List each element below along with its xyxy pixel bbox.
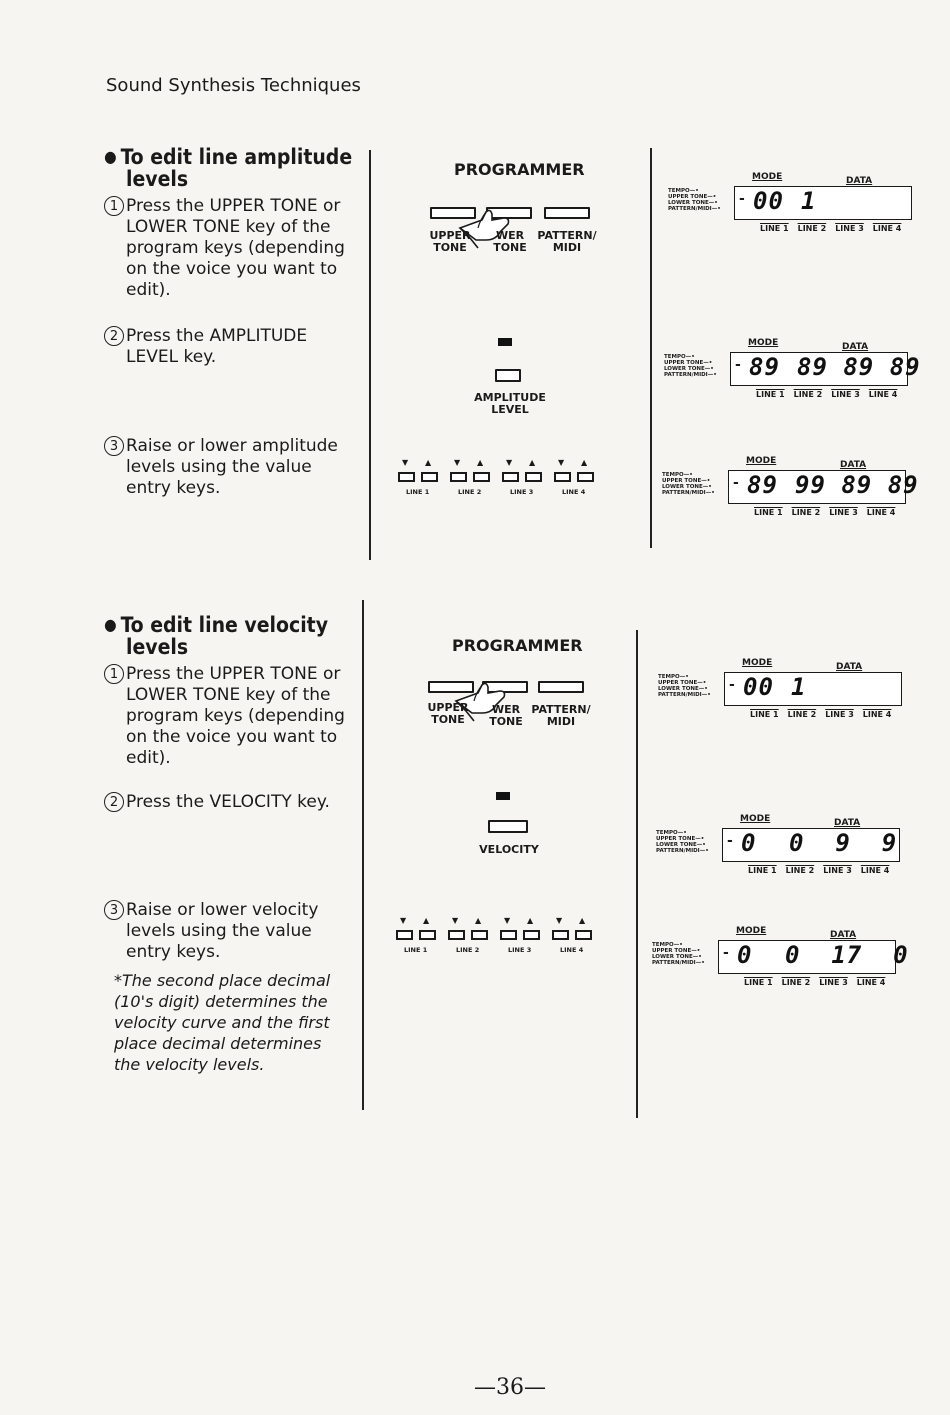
line-label: LINE 3: [508, 946, 532, 954]
lcd-screen: [724, 672, 902, 706]
down-arrow-icon: ▼: [556, 916, 563, 925]
data-label: DATA: [840, 460, 867, 470]
line-label: LINE 1: [404, 946, 428, 954]
line-label: LINE 4: [856, 978, 886, 987]
amplitude-level-key[interactable]: [495, 369, 521, 382]
line-label: LINE 4: [560, 946, 584, 954]
line-label: LINE 3: [829, 508, 858, 517]
line-label: LINE 3: [825, 710, 854, 719]
display-panel-2: [664, 338, 921, 410]
mode-label: MODE: [740, 814, 771, 824]
value-entry-key[interactable]: [448, 930, 465, 940]
programmer-title: PROGRAMMER: [452, 636, 583, 655]
amplitude-title-line1: To edit line amplitude: [120, 145, 353, 169]
side-label: PATTERN/MIDI —•: [668, 206, 721, 212]
down-arrow-icon: ▼: [454, 458, 461, 467]
up-arrow-icon: ▲: [529, 458, 536, 467]
note-text: place decimal determines: [114, 1034, 322, 1053]
line-label: LINE 1: [406, 488, 430, 496]
velocity-title: [104, 614, 354, 658]
velocity-step-1: [104, 664, 354, 769]
upper-tone-label: UPPER TONE: [427, 701, 469, 726]
side-label: LOWER TONE —•: [658, 686, 711, 692]
step-text: Press the UPPER TONE or: [126, 664, 341, 684]
value-entry-key[interactable]: [554, 472, 571, 482]
step-number: 3: [104, 900, 124, 920]
side-label: LOWER TONE —•: [664, 366, 717, 372]
line-label: LINE 2: [781, 978, 811, 987]
display-panel-6: [652, 926, 909, 998]
step-text: Press the UPPER TONE or: [126, 196, 341, 216]
lcd-screen: [718, 940, 909, 974]
lcd-dash: -: [733, 475, 739, 491]
pattern-midi-label: PATTERN/ MIDI: [537, 229, 597, 254]
down-arrow-icon: ▼: [402, 458, 409, 467]
side-label: UPPER TONE —•: [656, 836, 709, 842]
display-side-labels: [662, 472, 715, 496]
column-divider-right-bottom: [636, 630, 638, 1118]
value-entry-key[interactable]: [577, 472, 594, 482]
display-panel-1: [668, 172, 902, 244]
side-label: TEMPO —•: [656, 830, 709, 836]
lcd-data-digits: 99 89 89: [795, 471, 919, 499]
column-divider-left-bottom: [362, 600, 364, 1110]
up-arrow-icon: ▲: [477, 458, 484, 467]
velocity-section: [104, 613, 354, 1074]
down-arrow-icon: ▼: [504, 916, 511, 925]
line-label: LINE 2: [793, 390, 823, 399]
data-label: DATA: [834, 818, 861, 828]
note-text: the velocity levels.: [114, 1055, 265, 1074]
step-text: entry keys.: [126, 942, 221, 962]
line-label: LINE 1: [756, 390, 785, 399]
value-entry-keys: [396, 916, 616, 966]
lcd-mode-digits: 89: [747, 471, 778, 499]
line-label: LINE 4: [860, 866, 890, 875]
step-number: 2: [104, 792, 124, 812]
amplitude-level-label: AMPLITUDE LEVEL: [474, 391, 546, 416]
value-entry-key[interactable]: [500, 930, 517, 940]
value-entry-key[interactable]: [398, 472, 415, 482]
line-label: LINE 3: [835, 224, 864, 233]
step-text: LOWER TONE key of the: [126, 217, 331, 237]
line-label: LINE 3: [831, 390, 860, 399]
step-text: levels using the value: [126, 457, 312, 477]
data-label: DATA: [830, 930, 857, 940]
display-line-labels: [760, 224, 910, 233]
value-entry-key[interactable]: [575, 930, 592, 940]
value-entry-key[interactable]: [473, 472, 490, 482]
lcd-dash: -: [729, 677, 735, 693]
line-label: LINE 3: [819, 978, 848, 987]
bullet-icon: ●: [104, 147, 117, 166]
mode-label: MODE: [742, 658, 773, 668]
lcd-mode-digits: 0: [737, 941, 753, 969]
value-entry-key[interactable]: [419, 930, 436, 940]
down-arrow-icon: ▼: [558, 458, 565, 467]
display-side-labels: [668, 188, 721, 212]
line-label: LINE 3: [510, 488, 534, 496]
upper-tone-label: UPPER TONE: [429, 229, 471, 254]
step-text: levels using the value: [126, 921, 312, 941]
value-entry-key[interactable]: [523, 930, 540, 940]
line-label: LINE 3: [823, 866, 852, 875]
lcd-screen: [734, 186, 912, 220]
lcd-screen: [728, 470, 919, 504]
lcd-screen: [730, 352, 921, 386]
step-number: 3: [104, 436, 124, 456]
value-entry-key[interactable]: [525, 472, 542, 482]
display-side-labels: [652, 942, 705, 966]
step-number: 1: [104, 664, 124, 684]
amplitude-title: [104, 146, 354, 190]
value-entry-key[interactable]: [552, 930, 569, 940]
side-label: LOWER TONE —•: [652, 954, 705, 960]
side-label: LOWER TONE —•: [656, 842, 709, 848]
mode-label: MODE: [748, 338, 779, 348]
display-side-labels: [664, 354, 717, 378]
mode-label: MODE: [736, 926, 767, 936]
line-label: LINE 1: [750, 710, 779, 719]
up-arrow-icon: ▲: [527, 916, 534, 925]
line-label: LINE 1: [744, 978, 773, 987]
display-line-labels: [744, 978, 894, 987]
value-entry-keys: [398, 458, 618, 508]
mode-label: MODE: [752, 172, 783, 182]
lcd-data-digits: 1: [791, 673, 807, 701]
side-label: PATTERN/MIDI —•: [662, 490, 715, 496]
side-label: UPPER TONE —•: [658, 680, 711, 686]
programmer-diagram-velocity: [390, 626, 630, 976]
down-arrow-icon: ▼: [506, 458, 513, 467]
step-text: entry keys.: [126, 478, 221, 498]
side-label: LOWER TONE —•: [662, 484, 715, 490]
lcd-data-digits: 1: [801, 187, 817, 215]
side-label: LOWER TONE —•: [668, 200, 721, 206]
up-arrow-icon: ▲: [581, 458, 588, 467]
step-text: on the voice you want to: [126, 727, 338, 747]
step-text: on the voice you want to: [126, 259, 338, 279]
up-arrow-icon: ▲: [423, 916, 430, 925]
lcd-data-digits: 0 17 0: [785, 941, 909, 969]
side-label: UPPER TONE —•: [664, 360, 717, 366]
amplitude-title-line2: levels: [126, 167, 189, 191]
line-label: LINE 1: [748, 866, 777, 875]
line-label: LINE 2: [458, 488, 482, 496]
side-label: PATTERN/MIDI —•: [656, 848, 709, 854]
line-label: LINE 1: [760, 224, 789, 233]
data-label: DATA: [842, 342, 869, 352]
velocity-note: [114, 970, 354, 1075]
display-line-labels: [756, 390, 906, 399]
line-label: LINE 2: [787, 710, 817, 719]
side-label: TEMPO —•: [664, 354, 717, 360]
velocity-label: VELOCITY: [479, 843, 539, 856]
mode-label: MODE: [746, 456, 777, 466]
step-number: 1: [104, 196, 124, 216]
line-label: LINE 4: [562, 488, 586, 496]
up-arrow-icon: ▲: [579, 916, 586, 925]
programmer-title: PROGRAMMER: [454, 160, 585, 179]
pattern-midi-key[interactable]: [538, 681, 584, 693]
lower-tone-label: WER TONE: [489, 703, 523, 728]
lcd-mode-digits: 00: [753, 187, 784, 215]
line-label: LINE 1: [754, 508, 783, 517]
velocity-step-2: [104, 792, 354, 813]
lcd-dash: -: [723, 945, 729, 961]
note-text: (10's digit) determines the: [114, 992, 328, 1011]
column-divider-left-top: [369, 150, 371, 560]
line-label: LINE 2: [797, 224, 827, 233]
lcd-mode-digits: 0: [741, 829, 757, 857]
amplitude-section: [104, 145, 354, 498]
step-text: Press the AMPLITUDE: [126, 326, 308, 346]
line-label: LINE 4: [866, 508, 896, 517]
step-text: Press the VELOCITY key.: [126, 792, 330, 812]
side-label: PATTERN/MIDI —•: [652, 960, 705, 966]
line-label: LINE 2: [791, 508, 821, 517]
side-label: PATTERN/MIDI —•: [664, 372, 717, 378]
value-entry-key[interactable]: [502, 472, 519, 482]
bullet-icon: ●: [104, 615, 117, 634]
display-line-labels: [748, 866, 898, 875]
velocity-step-3: [104, 900, 354, 963]
display-panel-5: [656, 814, 898, 886]
lcd-data-digits: 0 9 9: [789, 829, 898, 857]
lcd-mode-digits: 00: [743, 673, 774, 701]
velocity-title-line2: levels: [126, 635, 189, 659]
note-text: *The second place decimal: [114, 971, 331, 990]
up-arrow-icon: ▲: [425, 458, 432, 467]
side-label: UPPER TONE —•: [662, 478, 715, 484]
line-label: LINE 4: [862, 710, 892, 719]
lower-tone-label: WER TONE: [493, 229, 527, 254]
lcd-dash: -: [727, 833, 733, 849]
lcd-data-digits: 89 89 89: [797, 353, 921, 381]
lcd-screen: [722, 828, 900, 862]
side-label: TEMPO —•: [658, 674, 711, 680]
step-text: LOWER TONE key of the: [126, 685, 331, 705]
side-label: PATTERN/MIDI —•: [658, 692, 711, 698]
line-label: LINE 4: [872, 224, 902, 233]
pattern-midi-label: PATTERN/ MIDI: [531, 703, 591, 728]
side-label: UPPER TONE —•: [668, 194, 721, 200]
side-label: TEMPO —•: [652, 942, 705, 948]
velocity-key[interactable]: [488, 820, 528, 833]
data-label: DATA: [846, 176, 873, 186]
lcd-mode-digits: 89: [749, 353, 780, 381]
side-label: UPPER TONE —•: [652, 948, 705, 954]
lcd-dash: -: [735, 357, 741, 373]
pattern-midi-key[interactable]: [544, 207, 590, 219]
step-text: program keys (depending: [126, 238, 345, 258]
down-arrow-icon: ▼: [400, 916, 407, 925]
step-number: 2: [104, 326, 124, 346]
line-label: LINE 2: [456, 946, 480, 954]
display-side-labels: [656, 830, 709, 854]
value-entry-key[interactable]: [450, 472, 467, 482]
side-label: TEMPO —•: [668, 188, 721, 194]
led-indicator: [496, 792, 510, 800]
step-text: Raise or lower amplitude: [126, 436, 338, 456]
display-panel-4: [658, 658, 892, 730]
step-text: LEVEL key.: [126, 347, 217, 367]
note-text: velocity curve and the first: [114, 1013, 330, 1032]
up-arrow-icon: ▲: [475, 916, 482, 925]
side-label: TEMPO —•: [662, 472, 715, 478]
value-entry-key[interactable]: [421, 472, 438, 482]
display-panel-3: [662, 456, 919, 528]
step-text: edit).: [126, 280, 171, 300]
step-text: program keys (depending: [126, 706, 345, 726]
data-label: DATA: [836, 662, 863, 672]
velocity-title-line1: To edit line velocity: [120, 613, 329, 637]
display-line-labels: [750, 710, 900, 719]
line-label: LINE 2: [785, 866, 815, 875]
amplitude-step-2: [104, 326, 354, 368]
step-text: edit).: [126, 748, 171, 768]
value-entry-key[interactable]: [471, 930, 488, 940]
lcd-dash: -: [739, 191, 745, 207]
down-arrow-icon: ▼: [452, 916, 459, 925]
display-side-labels: [658, 674, 711, 698]
led-indicator: [498, 338, 512, 346]
page-header: Sound Synthesis Techniques: [106, 75, 361, 96]
step-text: Raise or lower velocity: [126, 900, 319, 920]
programmer-diagram-amplitude: [390, 150, 630, 520]
display-line-labels: [754, 508, 904, 517]
column-divider-right-top: [650, 148, 652, 548]
page-number: —36—: [474, 1375, 546, 1400]
value-entry-key[interactable]: [396, 930, 413, 940]
line-label: LINE 4: [868, 390, 898, 399]
amplitude-step-1: [104, 196, 354, 301]
amplitude-step-3: [104, 436, 354, 499]
